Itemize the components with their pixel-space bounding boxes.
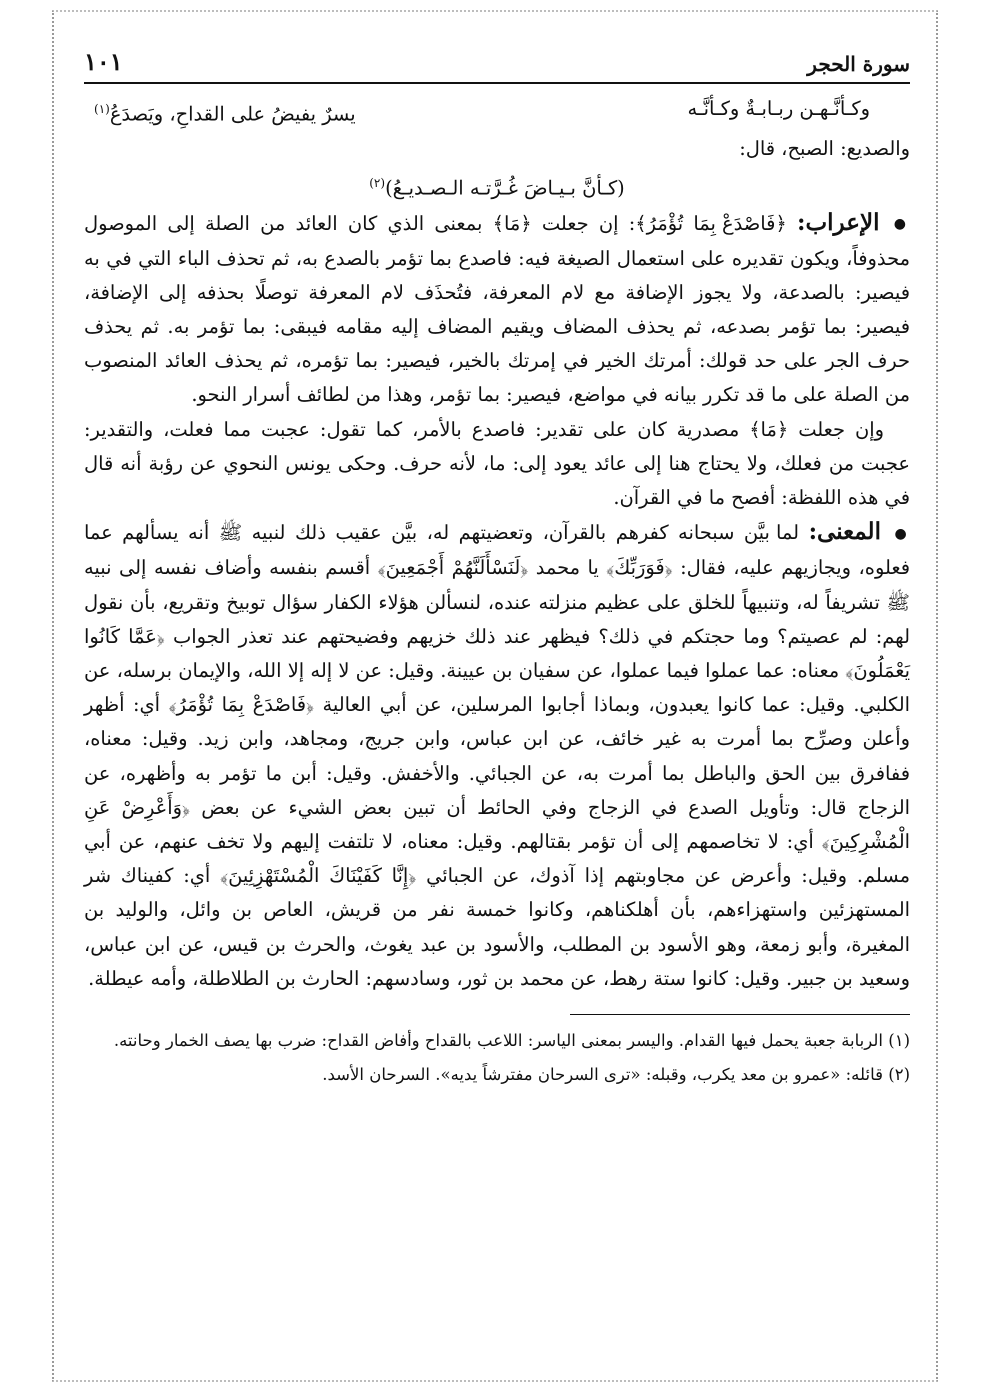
- bullet-icon: ●: [894, 526, 911, 543]
- bullet-icon: ●: [893, 216, 910, 233]
- page-number: ١٠١: [84, 47, 123, 76]
- section-heading-irab: الإعراب:: [797, 208, 880, 236]
- irab-paragraph-2: وإن جعلت ﴿مَا﴾ مصدرية كان على تقدير: فاصدع بالأمر، كما تقول: عجبت مما فعلت، والتقدير: عجبت من فعلك، ولا يحتاج هنا إلى عائد يعود إلى: ما، لأنه حرف. وحكى يونس النحوي عن رؤبة أنه قال في هذه اللفظة: أفصح ما في القرآن.: [84, 417, 910, 510]
- main-text: [84, 92, 910, 996]
- page-header: [84, 30, 910, 84]
- section-heading-meaning: المعنى:: [808, 518, 881, 546]
- poetry-quote: (كـأنَّ بـيـاضَ غُـرَّتـه الـصـديـعُ)$^{(٢)}$: [369, 175, 625, 200]
- footnotes: [84, 1025, 910, 1091]
- footnote-ref: (٢): [369, 175, 386, 190]
- footnote: (٢) قائله: «عمرو بن معد يكرب، وقبله: «ترى السرحان مفترشاً يديه». السرحان الأسد.: [322, 1065, 910, 1084]
- footnote-divider: [570, 1014, 910, 1015]
- meaning-paragraph: ● المعنى: لما بيَّن سبحانه كفرهم بالقرآن، وتعضيتهم له، بيَّن عقيب ذلك لنبيه ﷺ أنه يسألهم عما فعلوه، ويجازيهم عليه، فقال: ﴿فَوَرَبِّكَ﴾ يا محمد ﴿لَنَسْأَلَنَّهُمْ أَجْمَعِينَ﴾ أقسم بنفسه وأضاف نفسه إلى نبيه ﷺ تشريفاً له، وتنبيهاً للخلق على عظيم منزلته عنده، لنسألن هؤلاء الكفار سؤال توبيخ وتقريع، بأن نقول لهم: لم عصيتم؟ وما حجتكم في ذلك؟ فيظهر عند ذلك خزيهم وفضيحتهم عند تعذر الجواب ﴿عَمَّا كَانُوا يَعْمَلُونَ﴾ معناه: عما عملوا فيما عملوا، عن سفيان بن عيينة. وقيل: عن لا إله إلا الله، والإيمان برسله، عن الكلبي. وقيل: عما كانوا يعبدون، وبماذا أجابوا المرسلين، عن أبي العالية ﴿فَاصْدَعْ بِمَا تُؤْمَرُ﴾ أي: أظهر وأعلن وصرِّح بما أمرت به غير خائف، عن ابن عباس، وابن جريج، ومجاهد، وابن زيد. وقيل: معناه، ففافرق بين الحق والباطل بما أمرت به، عن الجبائي. والأخفش. وقيل: أبن ما تؤمر به وأظهره، عن الزجاج قال: وتأويل الصدع في الزجاج وفي الحائط أن تبين بعض الشيء عن بعض ﴿وَأَعْرِضْ عَنِ الْمُشْرِكِينَ﴾ أي: لا تخاصمهم إلى أن تؤمر بقتالهم. وقيل: معناه، لا تلتفت إليهم ولا تخف عنهم، عن أبي مسلم. وقيل: وأعرض عن مجاوبتهم إذا آذوك، عن الجبائي ﴿إِنَّا كَفَيْنَاكَ الْمُسْتَهْزِئِينَ﴾ أي: كفيناك شر المستهزئين واستهزاءهم، بأن أهلكناهم، وكانوا خمسة نفر من قريش، العاص بن وائل، والوليد بن المغيرة، وأبو زمعة، وهو الأسود بن المطلب، والأسود بن عبد يغوث، والحرث بن قيس، عن ابن عباس، وسعيد بن جبير. وقيل: كانوا ستة رهط، عن محمد بن ثور، وسادسهم: الحارث بن الطلاطلة، وأمه عيطلة.: [84, 518, 911, 990]
- irab-paragraph: ● الإعراب: ﴿فَاصْدَعْ بِمَا تُؤْمَرُ﴾: إن جعلت ﴿مَا﴾ بمعنى الذي كان العائد من الصلة إلى الموصول محذوفاً، ويكون تقديره على استعمال الصيغة فيه: فاصدع بما تؤمر بالصدع به، ثم تحذف الباء التي في به فيصير: بالصدعة، ولا يجوز الإضافة مع لام المعرفة، فتُحذَف لام المعرفة توصلًا بحذفه إلى الإضافة، فيصير: بما تؤمر بصدعه، ثم يحذف المضاف ويقيم المضاف إليه مقامه فيبقى: بما تؤمر به. ثم يحذف حرف الجر على حد قولك: أمرتك الخير في إمرتك بالخير، فيصير: بما تؤمره، ثم يحذف العائد المنصوب من الصلة على ما قد تكرر بيانه في مواضع، فيصير: بما تؤمر، وهذا من لطائف أسرار النحو.: [84, 208, 910, 407]
- text-line: والصديع: الصبح، قال:: [739, 136, 910, 160]
- footnote: (١) الربابة جعبة يحمل فيها القدام. واليسر بمعنى الياسر: اللاعب بالقداح وأفاض القداح: ضرب بها يصف الخمار وحانته.: [113, 1031, 910, 1050]
- poetry-verse: [84, 92, 910, 132]
- book-page: [84, 30, 910, 1093]
- verse-hemistich-left: يسرٌ يفيضُ على القداحِ، ويَصدَعُ$^{(١)}$: [94, 102, 356, 126]
- footnote-ref: (١): [94, 102, 110, 116]
- verse-hemistich-right: وكـأنَّـهـن ربـابـةٌ وكـأنَّـه: [687, 97, 870, 120]
- surah-title: سورة الحجر: [807, 52, 910, 76]
